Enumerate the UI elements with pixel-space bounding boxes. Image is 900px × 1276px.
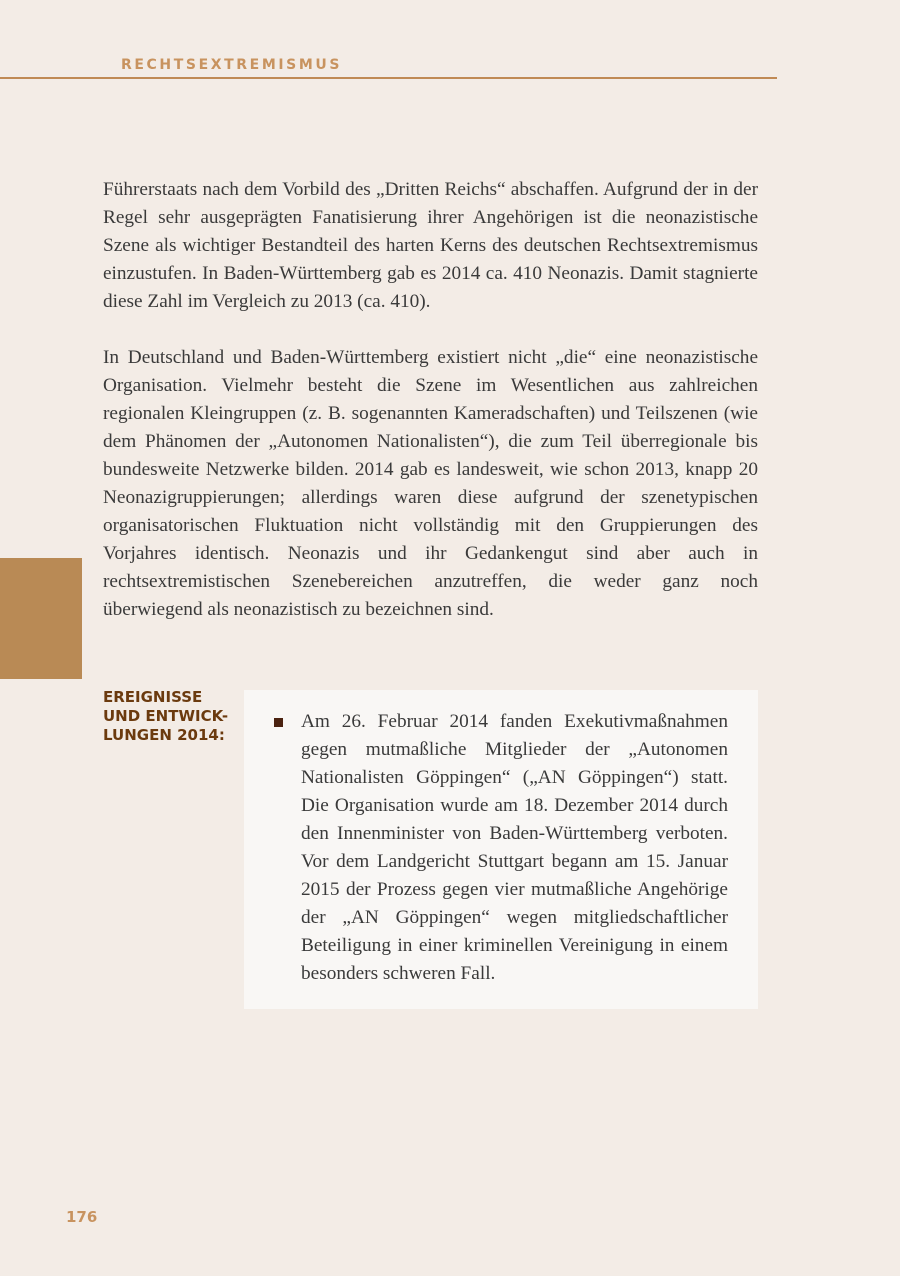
header-divider [0, 77, 777, 79]
body-paragraph-2: In Deutschland und Baden-Württemberg existiert nicht „die“ eine neonazistische Organisation. Vielmehr besteht die Szene im Wesentlichen aus zahlreichen regionalen Kleingruppen (z. B. sogenannten Kameradschaften) und Teilszenen (wie dem Phänomen der „Autonomen Nationalisten“), die zum Teil überregionale bis bundesweite Netzwerke bilden. 2014 gab es landesweit, wie schon 2013, knapp 20 Neonazigruppierungen; allerdings waren diese aufgrund der szenetypischen organisatorischen Fluktuation nicht vollständig mit den Gruppierungen des Vorjahres identisch. Neonazis und ihr Gedankengut sind aber auch in rechtsextremistischen Szenebereichen anzutreffen, die weder ganz noch überwiegend als neonazistisch zu bezeichnen sind. [103, 347, 758, 620]
event-item-text: Am 26. Februar 2014 fanden Exekutivmaßnahmen gegen mutmaßliche Mitglieder der „Autonomen Nationalisten Göppingen“ („AN Göppingen“) statt. Die Organisation wurde am 18. Dezember 2014 durch den Innenminister von Baden-Württemberg verboten. Vor dem Landgericht Stuttgart begann am 15. Januar 2015 der Prozess gegen vier mutmaßliche Angehörige der „AN Göppingen“ wegen mitgliedschaftlicher Beteiligung in einer kriminellen Vereinigung in einem besonders schweren Fall. [301, 711, 728, 984]
running-head-title: RECHTSEXTREMISMUS [121, 57, 343, 73]
chapter-side-tab [0, 558, 82, 679]
body-paragraph-1: Führerstaats nach dem Vorbild des „Dritten Reichs“ abschaffen. Aufgrund der in der Regel sehr ausgeprägten Fanatisierung ihrer Angehörigen ist die neonazistische Szene als wichtiger Bestandteil des harten Kerns des deutschen Rechtsextremismus einzustufen. In Baden-Württemberg gab es 2014 ca. 410 Neonazis. Damit stagnierte diese Zahl im Vergleich zu 2013 (ca. 410). [103, 179, 758, 312]
bullet-square-icon [274, 718, 283, 727]
page-number: 176 [66, 1208, 98, 1226]
events-section-label: EREIGNISSE UND ENTWICK- LUNGEN 2014: [103, 688, 229, 744]
